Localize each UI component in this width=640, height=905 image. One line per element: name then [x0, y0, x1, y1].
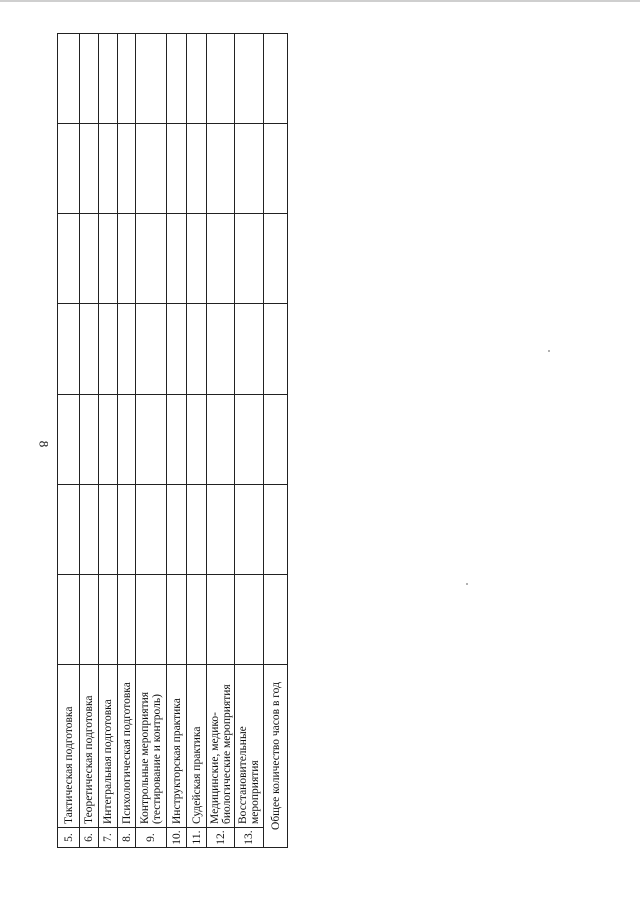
table-cell	[167, 304, 187, 394]
table-cell	[80, 484, 99, 574]
table-cell	[58, 304, 80, 394]
row-label: Тактическая подготовка	[58, 665, 80, 828]
table-cell	[136, 394, 167, 484]
table-cell	[264, 304, 288, 394]
row-label: Интегральная подготовка	[99, 665, 118, 828]
training-plan-table	[57, 33, 288, 848]
row-label: Теоретическая подготовка	[80, 665, 99, 828]
table-row	[58, 34, 80, 848]
row-number: 9.	[136, 828, 167, 848]
table-cell	[264, 574, 288, 664]
table-cell	[264, 124, 288, 214]
table-cell	[235, 214, 264, 304]
table-row	[80, 34, 99, 848]
row-label: Психологическая подготовка	[118, 665, 136, 828]
table-row	[118, 34, 136, 848]
table-cell	[136, 124, 167, 214]
table-cell	[99, 574, 118, 664]
table-row	[235, 34, 264, 848]
table-cell	[99, 394, 118, 484]
row-label: Контрольные мероприятия (тестирование и контроль)	[136, 665, 167, 828]
table-cell	[118, 124, 136, 214]
table-cell	[167, 124, 187, 214]
table-cell	[235, 394, 264, 484]
table-cell	[118, 484, 136, 574]
row-number: 12.	[207, 828, 235, 848]
table-cell	[207, 34, 235, 124]
table-cell	[264, 34, 288, 124]
table-cell	[99, 34, 118, 124]
table-cell	[58, 484, 80, 574]
total-label: Общее количество часов в год	[264, 665, 288, 848]
table-cell	[207, 574, 235, 664]
scan-speck	[466, 583, 468, 585]
table-cell	[187, 34, 207, 124]
table-cell	[58, 574, 80, 664]
table-cell	[235, 124, 264, 214]
table-cell	[187, 214, 207, 304]
table-cell	[167, 394, 187, 484]
row-number: 6.	[80, 828, 99, 848]
table-cell	[235, 304, 264, 394]
table-cell	[136, 484, 167, 574]
table-cell	[99, 304, 118, 394]
table-row	[167, 34, 187, 848]
table-cell	[264, 484, 288, 574]
table-cell	[99, 214, 118, 304]
row-number: 5.	[58, 828, 80, 848]
row-number: 11.	[187, 828, 207, 848]
table-cell	[187, 574, 207, 664]
table-cell	[99, 484, 118, 574]
table-cell	[136, 214, 167, 304]
table-cell	[167, 214, 187, 304]
table-cell	[187, 484, 207, 574]
table-row	[136, 34, 167, 848]
table-cell	[118, 394, 136, 484]
table-cell	[58, 34, 80, 124]
table-cell	[80, 214, 99, 304]
table-cell	[264, 394, 288, 484]
table-cell	[80, 34, 99, 124]
table-cell	[118, 304, 136, 394]
table-cell	[136, 34, 167, 124]
table-cell	[58, 214, 80, 304]
row-number: 8.	[118, 828, 136, 848]
table-row	[264, 34, 288, 848]
scan-edge-line	[0, 0, 640, 2]
table-cell	[136, 304, 167, 394]
table-cell	[58, 124, 80, 214]
row-number: 7.	[99, 828, 118, 848]
table-cell	[264, 214, 288, 304]
table-row	[99, 34, 118, 848]
table-cell	[207, 484, 235, 574]
row-number: 10.	[167, 828, 187, 848]
table-cell	[167, 574, 187, 664]
table-cell	[58, 394, 80, 484]
row-label: Медицинские, медико-биологические мероприятия	[207, 665, 235, 828]
table-cell	[80, 574, 99, 664]
row-number: 13.	[235, 828, 264, 848]
table-cell	[99, 124, 118, 214]
table-row	[207, 34, 235, 848]
table-cell	[80, 394, 99, 484]
table-cell	[207, 214, 235, 304]
table-cell	[235, 574, 264, 664]
table-row	[187, 34, 207, 848]
table-cell	[118, 574, 136, 664]
table-cell	[167, 484, 187, 574]
table-cell	[136, 574, 167, 664]
table-cell	[167, 34, 187, 124]
table-cell	[207, 304, 235, 394]
row-label: Судейская практика	[187, 665, 207, 828]
table-cell	[207, 394, 235, 484]
table-cell	[207, 124, 235, 214]
table-cell	[80, 304, 99, 394]
table-cell	[235, 484, 264, 574]
scan-speck	[548, 350, 550, 352]
table-cell	[187, 394, 207, 484]
table-cell	[187, 124, 207, 214]
table-cell	[118, 34, 136, 124]
table-cell	[80, 124, 99, 214]
row-label: Восстановительные мероприятия	[235, 665, 264, 828]
table-cell	[187, 304, 207, 394]
row-label: Инструкторская практика	[167, 665, 187, 828]
rotated-table-container	[57, 33, 287, 848]
table-cell	[118, 214, 136, 304]
page-number: 8	[36, 440, 52, 448]
table-cell	[235, 34, 264, 124]
